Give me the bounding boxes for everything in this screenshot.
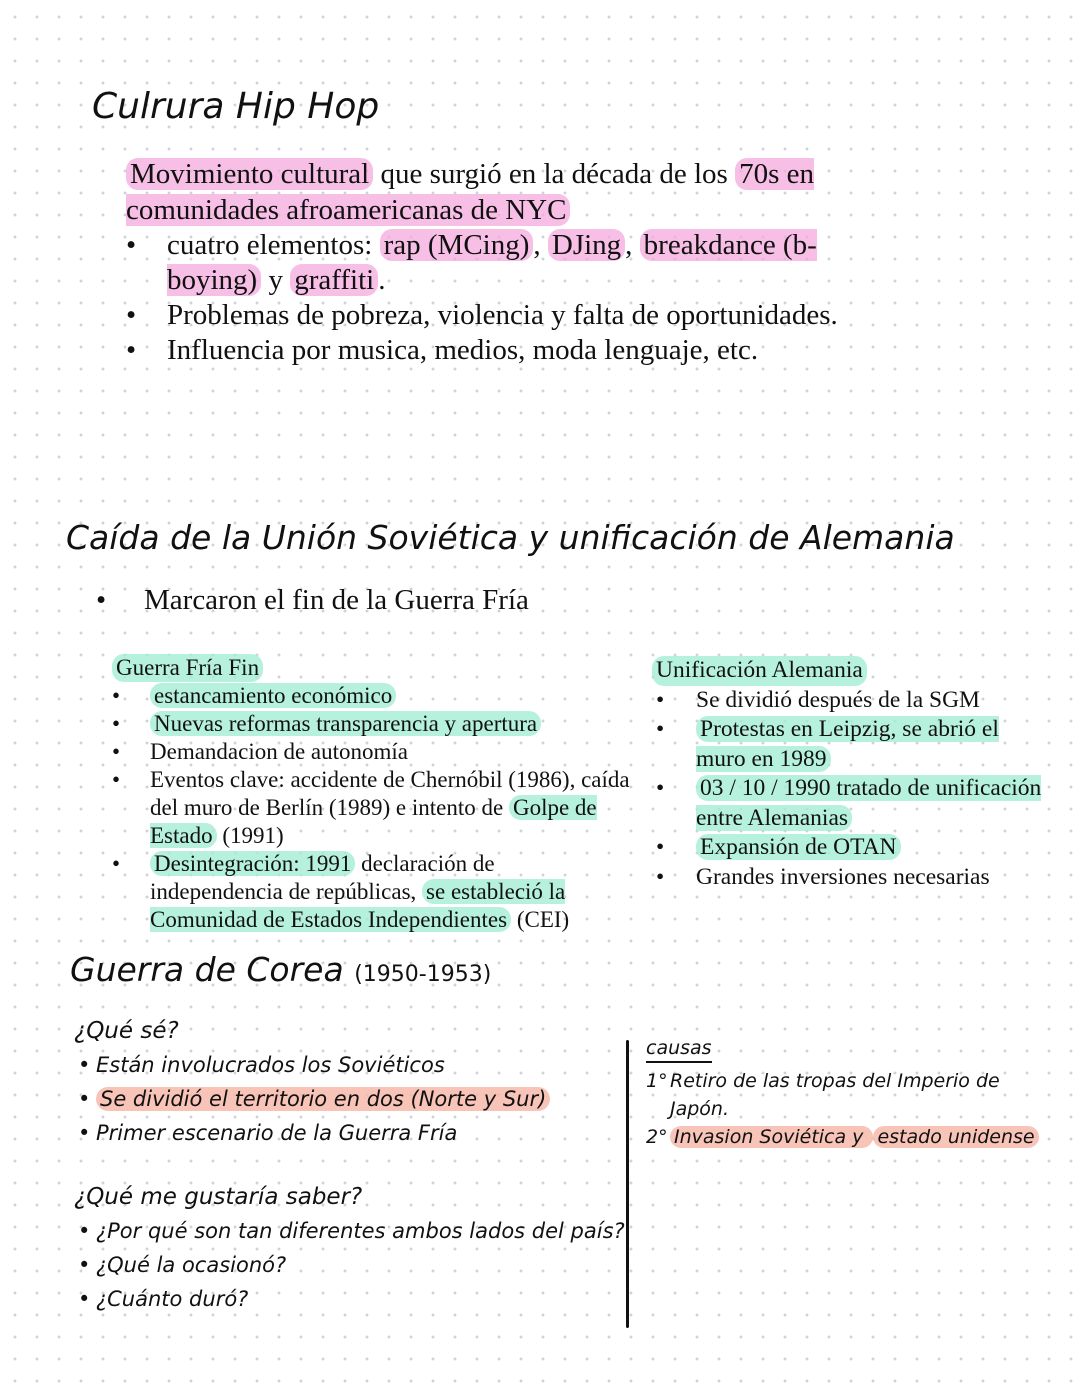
causas-heading: causas [646, 1035, 712, 1063]
list-item: • Se dividió el territorio en dos (Norte y Sur) [74, 1082, 634, 1116]
corea-dates: (1950-1953) [354, 962, 492, 987]
list-item: • estancamiento económico [112, 682, 632, 710]
list-item: • Primer escenario de la Guerra Fría [74, 1116, 634, 1150]
column-heading: Unificación Alemania [652, 656, 867, 686]
question-heading: ¿Qué sé? [74, 1018, 179, 1044]
list-item: • Influencia por musica, medios, moda lenguaje, etc. [126, 333, 846, 368]
list-item: 1° Retiro de las tropas del Imperio de Japón. [646, 1070, 1000, 1120]
hiphop-intro: Movimiento cultural que surgió en la década de los 70s en comunidades afroamericanas de NYC [126, 158, 814, 226]
list-item: 2° Invasion Soviética y estado unidense [646, 1123, 1046, 1151]
list-item: • Desintegración: 1991 declaración de independencia de repúblicas, se estableció la Comunidad de Estados Independientes (CEI) [112, 850, 632, 934]
list-item: • Se dividió después de la SGM [652, 686, 1052, 716]
list-item: • Nuevas reformas transparencia y apertura [112, 710, 632, 738]
list-item: • Expansión de OTAN [652, 833, 1052, 863]
list-item: • Protestas en Leipzig, se abrió el muro en 1989 [652, 715, 1052, 774]
list-item: • Están involucrados los Soviéticos [74, 1048, 634, 1082]
question-heading: ¿Qué me gustaría saber? [74, 1184, 363, 1210]
soviet-title: Caída de la Unión Soviética y unificación de Alemania [66, 518, 955, 557]
soviet-summary [96, 584, 529, 617]
highlight-movimiento: Movimiento cultural [126, 158, 373, 190]
list-item: • cuatro elementos: rap (MCing) , DJing , breakdance (b-boying) y graffiti . [126, 228, 846, 298]
corea-title: Guerra de Corea (1950-1953) [70, 950, 492, 989]
list-item: • 03 / 10 / 1990 tratado de unificación entre Alemanias [652, 774, 1052, 833]
highlight-70s: 70s en comunidades afroamericanas de NYC [126, 158, 814, 226]
unificacion-column [652, 656, 1052, 892]
hiphop-bullets [126, 228, 846, 368]
column-heading: Guerra Fría Fin [112, 654, 263, 682]
list-item: • ¿Qué la ocasionó? [74, 1248, 634, 1282]
list-item: • Grandes inversiones necesarias [652, 863, 1052, 893]
column-divider [626, 1040, 629, 1328]
causas-section [646, 1034, 1046, 1151]
list-item: • Marcaron el fin de la Guerra Fría [96, 584, 529, 617]
list-item: • Problemas de pobreza, violencia y falta de oportunidades. [126, 298, 846, 333]
list-item: • ¿Por qué son tan diferentes ambos lados del país? [74, 1214, 634, 1248]
corea-questions [74, 1014, 634, 1316]
list-item: • ¿Cuánto duró? [74, 1282, 634, 1316]
hiphop-title: Culrura Hip Hop [92, 86, 380, 127]
list-item: • Eventos clave: accidente de Chernóbil (1986), caída del muro de Berlín (1989) e intento de Golpe de Estado (1991) [112, 766, 632, 850]
guerra-fria-fin-column [112, 654, 632, 934]
list-item: • Demandacion de autonomía [112, 738, 632, 766]
